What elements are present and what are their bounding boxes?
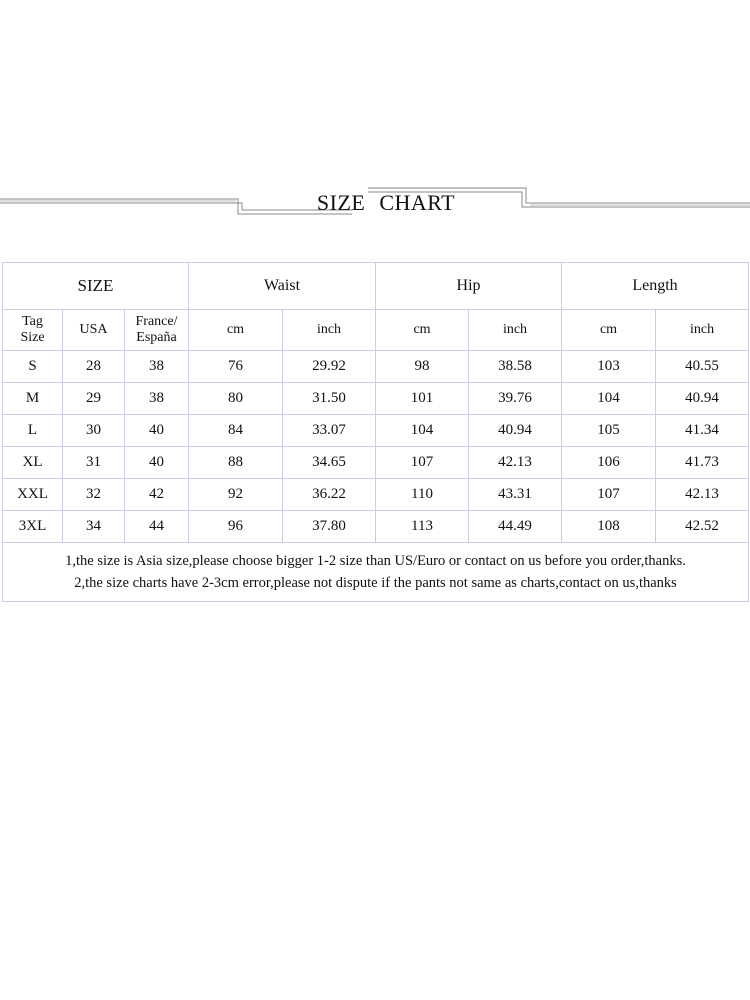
title-chart-word: CHART — [379, 190, 456, 215]
cell-tag-size: S — [3, 351, 63, 383]
cell-length-cm: 105 — [562, 415, 656, 447]
cell-length-inch: 41.34 — [656, 415, 749, 447]
cell-hip-cm: 113 — [376, 511, 469, 543]
waist-group-header: Waist — [189, 263, 376, 310]
length-group-header: Length — [562, 263, 749, 310]
table-row — [3, 511, 749, 543]
col-header-waist-inch: inch — [283, 310, 376, 351]
cell-length-inch: 42.52 — [656, 511, 749, 543]
cell-hip-inch: 38.58 — [469, 351, 562, 383]
cell-tag-size: L — [3, 415, 63, 447]
size-chart-banner — [0, 182, 750, 222]
cell-hip-inch: 40.94 — [469, 415, 562, 447]
cell-length-inch: 42.13 — [656, 479, 749, 511]
cell-hip-cm: 104 — [376, 415, 469, 447]
cell-france-espana: 40 — [125, 447, 189, 479]
column-header-row — [3, 310, 749, 351]
cell-tag-size: XXL — [3, 479, 63, 511]
cell-hip-inch: 43.31 — [469, 479, 562, 511]
cell-length-cm: 104 — [562, 383, 656, 415]
cell-france-espana: 38 — [125, 383, 189, 415]
cell-length-cm: 106 — [562, 447, 656, 479]
cell-length-inch: 40.94 — [656, 383, 749, 415]
col-header-hip-inch: inch — [469, 310, 562, 351]
table-row — [3, 447, 749, 479]
col-header-length-cm: cm — [562, 310, 656, 351]
cell-waist-cm: 76 — [189, 351, 283, 383]
cell-waist-cm: 84 — [189, 415, 283, 447]
cell-length-inch: 40.55 — [656, 351, 749, 383]
cell-usa: 28 — [63, 351, 125, 383]
cell-waist-inch: 37.80 — [283, 511, 376, 543]
cell-tag-size: 3XL — [3, 511, 63, 543]
page-title — [246, 190, 526, 216]
table-row — [3, 479, 749, 511]
cell-tag-size: XL — [3, 447, 63, 479]
table-row — [3, 415, 749, 447]
cell-usa: 30 — [63, 415, 125, 447]
col-header-tag-size: Tag Size — [3, 310, 63, 351]
title-size-word: SIZE — [316, 190, 366, 215]
size-chart-table — [2, 262, 749, 602]
col-header-france-espana: France/ España — [125, 310, 189, 351]
cell-waist-cm: 96 — [189, 511, 283, 543]
cell-usa: 32 — [63, 479, 125, 511]
table-row — [3, 383, 749, 415]
cell-waist-inch: 34.65 — [283, 447, 376, 479]
col-header-usa: USA — [63, 310, 125, 351]
col-header-waist-cm: cm — [189, 310, 283, 351]
cell-usa: 31 — [63, 447, 125, 479]
cell-length-cm: 103 — [562, 351, 656, 383]
cell-waist-inch: 31.50 — [283, 383, 376, 415]
cell-hip-cm: 101 — [376, 383, 469, 415]
cell-usa: 29 — [63, 383, 125, 415]
cell-length-inch: 41.73 — [656, 447, 749, 479]
cell-hip-cm: 107 — [376, 447, 469, 479]
cell-length-cm: 107 — [562, 479, 656, 511]
cell-usa: 34 — [63, 511, 125, 543]
cell-waist-cm: 80 — [189, 383, 283, 415]
cell-france-espana: 40 — [125, 415, 189, 447]
cell-waist-cm: 92 — [189, 479, 283, 511]
table-row — [3, 351, 749, 383]
size-group-header: SIZE — [3, 263, 189, 310]
cell-hip-inch: 39.76 — [469, 383, 562, 415]
cell-waist-inch: 36.22 — [283, 479, 376, 511]
cell-france-espana: 38 — [125, 351, 189, 383]
group-header-row — [3, 263, 749, 310]
notes-row — [3, 543, 749, 602]
cell-hip-cm: 110 — [376, 479, 469, 511]
cell-hip-inch: 44.49 — [469, 511, 562, 543]
col-header-hip-cm: cm — [376, 310, 469, 351]
note-asia-size: 1,the size is Asia size,please choose bigger 1-2 size than US/Euro or contact on us before you order,thanks. — [65, 553, 686, 569]
cell-hip-cm: 98 — [376, 351, 469, 383]
note-measurement-error: 2,the size charts have 2-3cm error,please not dispute if the pants not same as charts,contact on us,thanks — [74, 575, 677, 591]
cell-tag-size: M — [3, 383, 63, 415]
hip-group-header: Hip — [376, 263, 562, 310]
cell-france-espana: 44 — [125, 511, 189, 543]
cell-waist-cm: 88 — [189, 447, 283, 479]
cell-waist-inch: 29.92 — [283, 351, 376, 383]
cell-waist-inch: 33.07 — [283, 415, 376, 447]
col-header-length-inch: inch — [656, 310, 749, 351]
cell-france-espana: 42 — [125, 479, 189, 511]
cell-hip-inch: 42.13 — [469, 447, 562, 479]
cell-length-cm: 108 — [562, 511, 656, 543]
notes-cell — [3, 543, 749, 602]
